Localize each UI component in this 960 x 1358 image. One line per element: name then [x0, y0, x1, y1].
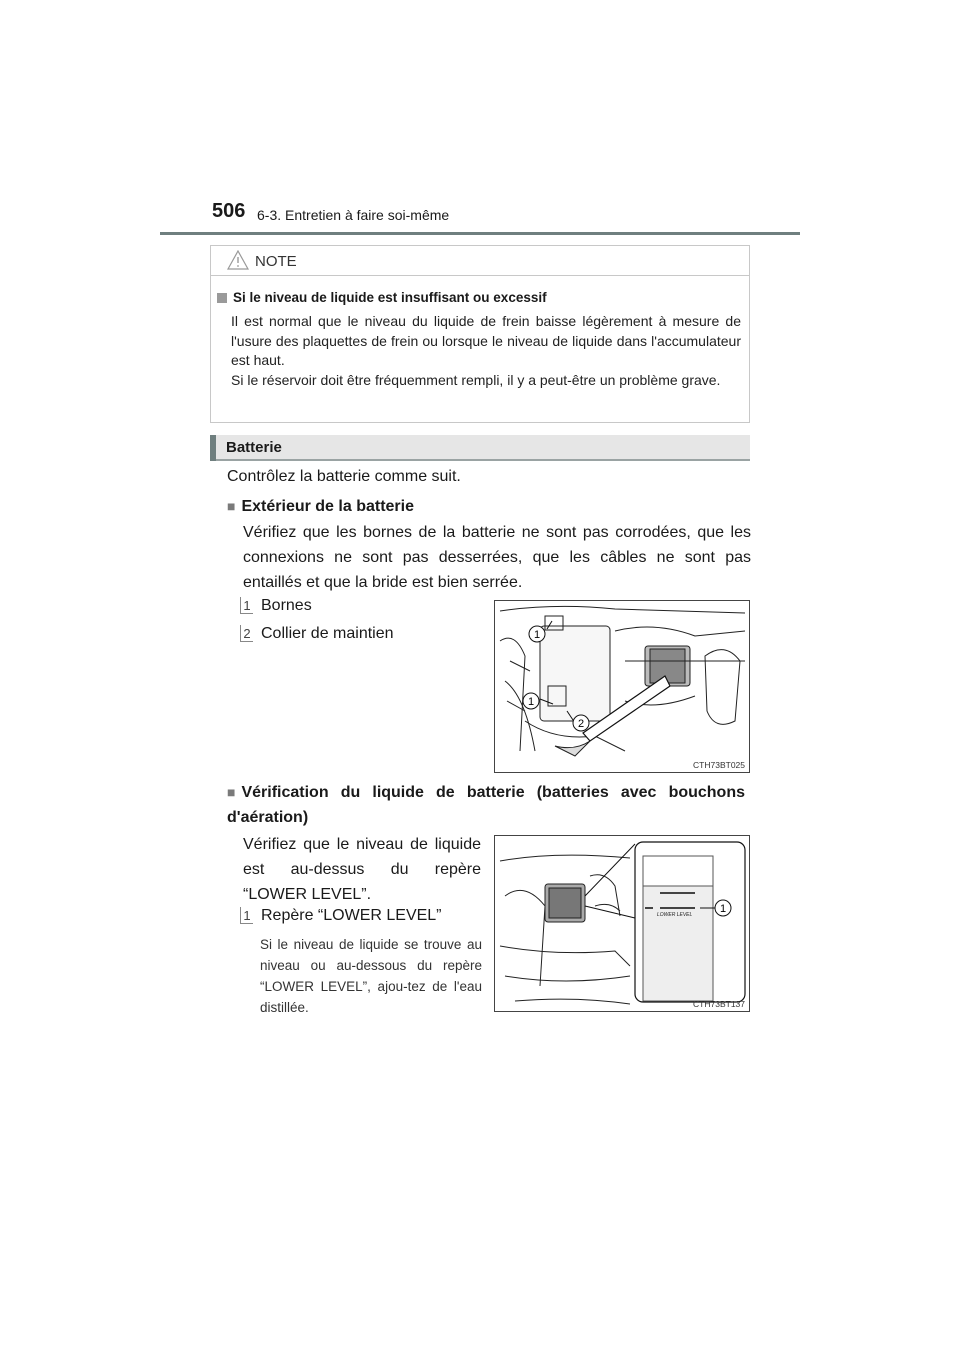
figure-callout: 1	[527, 696, 535, 708]
note-header	[211, 246, 749, 276]
battery-fluid-figure	[494, 835, 750, 1012]
figure-code: CTH73BT025	[693, 760, 745, 770]
item-number: 1	[240, 907, 253, 924]
figure-code: CTH73BT137	[693, 999, 745, 1009]
note-body	[231, 312, 741, 390]
header-rule	[160, 232, 800, 235]
battery-exterior-figure	[494, 600, 750, 773]
fluid-body: Vérifiez que le niveau de liquide est au-dessus du repère “LOWER LEVEL”.	[243, 836, 481, 903]
engine-bay-illustration	[495, 601, 749, 772]
triangle-bullet-icon: ■	[227, 784, 236, 800]
section-title: 6-3. Entretien à faire soi-même	[257, 207, 450, 223]
square-bullet-icon	[217, 293, 227, 303]
lower-level-label: LOWER LEVEL	[657, 912, 693, 918]
exterior-body: Vérifiez que les bornes de la batterie ne sont pas corrodées, que les connexions ne sont pas desserrées, que les câbles ne sont pas entaillés et que la bride est bien serrée.	[243, 524, 751, 591]
item-number: 1	[240, 597, 253, 614]
battery-heading	[210, 435, 750, 461]
fluid-note: Si le niveau de liquide se trouve au niveau ou au-dessous du repère “LOWER LEVEL”, ajou-tez de l'eau distillée.	[260, 937, 482, 1015]
battery-intro: Contrôlez la batterie comme suit.	[227, 468, 461, 485]
battery-heading-text: Batterie	[226, 439, 282, 456]
note-subheading: Si le niveau de liquide est insuffisant ou excessif	[217, 290, 547, 305]
note-title: NOTE	[255, 253, 297, 270]
note-paragraph-1: Il est normal que le niveau du liquide de frein baisse légèrement à mesure de l'usure des plaquettes de frein ou lorsque le niveau de liquide dans l'accumulateur est haut.	[231, 313, 741, 368]
figure-callout: 2	[577, 718, 585, 730]
heading-accent	[210, 435, 216, 461]
note-box	[210, 245, 750, 423]
triangle-bullet-icon: ■	[227, 498, 236, 514]
legend-item-1: 1 Bornes	[240, 597, 312, 615]
fluid-subheading: ■ Vérification du liquide de batterie (batteries avec bouchons d'aération)	[227, 780, 745, 830]
legend-item-lower-level: 1 Repère “LOWER LEVEL”	[240, 907, 442, 925]
item-number: 2	[240, 625, 253, 642]
figure-callout: 1	[533, 629, 541, 641]
legend-item-2: 2 Collier de maintien	[240, 625, 394, 643]
page-number: 506	[212, 200, 246, 222]
battery-level-illustration	[495, 836, 749, 1011]
exterior-subheading: ■ Extérieur de la batterie	[227, 494, 414, 519]
figure-callout: 1	[719, 903, 727, 915]
note-paragraph-2: Si le réservoir doit être fréquemment rempli, il y a peut-être un problème grave.	[231, 371, 721, 388]
warning-icon	[227, 250, 249, 270]
